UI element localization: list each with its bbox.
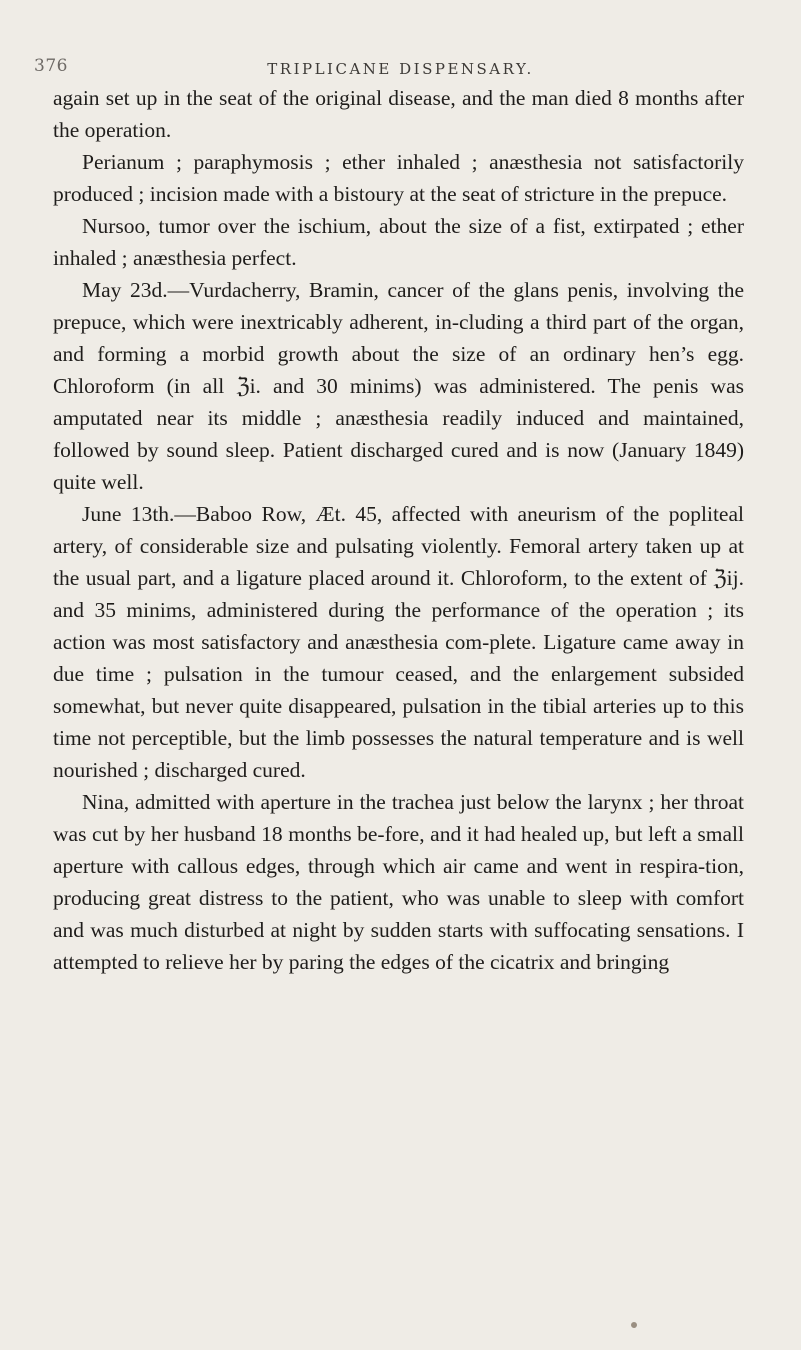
body-text: [53, 82, 744, 978]
paragraph: May 23d.—Vurdacherry, Bramin, cancer of the glans penis, involving the prepuce, which were inextricably adherent, in-cluding a third part of the organ, and forming a morbid growth about the size of an ordinary hen’s egg. Chloroform (in all ℨi. and 30 minims) was administered. The penis was amputated near its middle ; anæsthesia readily induced and maintained, followed by sound sleep. Patient discharged cured and is now (January 1849) quite well.: [53, 278, 744, 494]
ink-speck: [631, 1322, 637, 1328]
running-title: TRIPLICANE DISPENSARY.: [267, 60, 534, 78]
paragraph: Nursoo, tumor over the ischium, about the size of a fist, extirpated ; ether inhaled ; anæsthesia perfect.: [53, 214, 744, 270]
paragraph: Perianum ; paraphymosis ; ether inhaled ; anæsthesia not satisfactorily produced ; incision made with a bistoury at the seat of stricture in the prepuce.: [53, 150, 744, 206]
page-number: 376: [34, 56, 68, 76]
paragraph: Nina, admitted with aperture in the trachea just below the larynx ; her throat was cut by her husband 18 months be-fore, and it had healed up, but left a small aperture with callous edges, through which air came and went in respira-tion, producing great distress to the patient, who was unable to sleep with comfort and was much disturbed at night by sudden starts with suffocating sensations. I attempted to relieve her by paring the edges of the cicatrix and bringing: [53, 790, 744, 974]
paragraph: June 13th.—Baboo Row, Æt. 45, affected with aneurism of the popliteal artery, of considerable size and pulsating violently. Femoral artery taken up at the usual part, and a ligature placed around it. Chloroform, to the extent of ℨij. and 35 minims, administered during the performance of the operation ; its action was most satisfactory and anæsthesia com-plete. Ligature came away in due time ; pulsation in the tumour ceased, and the enlargement subsided somewhat, but never quite disappeared, pulsation in the tibial arteries up to this time not perceptible, but the limb possesses the natural temperature and is well nourished ; discharged cured.: [53, 502, 744, 782]
paragraph: again set up in the seat of the original disease, and the man died 8 months after the operation.: [53, 86, 744, 142]
